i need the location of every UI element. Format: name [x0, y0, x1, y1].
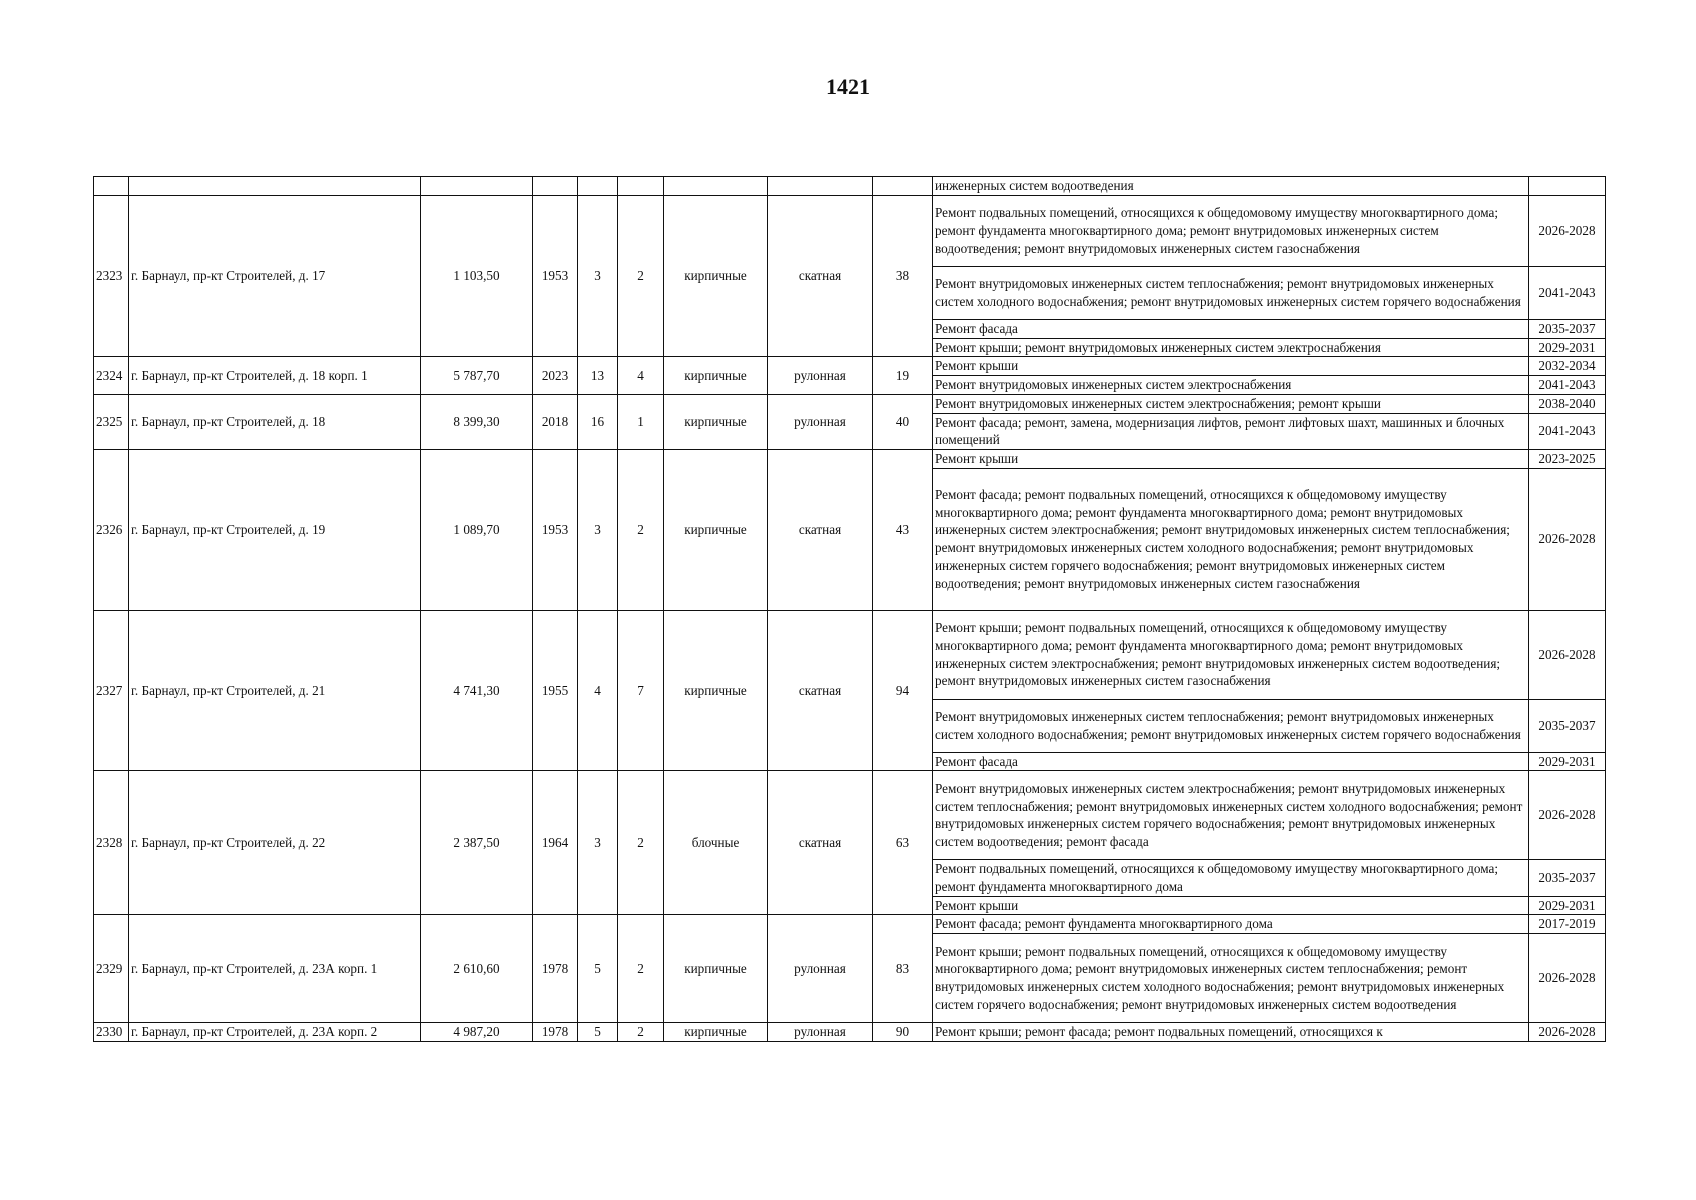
work-period: 2041-2043	[1529, 267, 1606, 320]
work-period: 2032-2034	[1529, 357, 1606, 376]
roof-type: скатная	[768, 610, 873, 771]
house-number: 2329	[94, 915, 129, 1023]
apartment-count: 63	[873, 771, 933, 915]
house-entrances: 7	[618, 610, 664, 771]
house-number: 2328	[94, 771, 129, 915]
table-row	[94, 771, 1606, 860]
page-number: 1421	[826, 74, 870, 99]
wall-material: кирпичные	[664, 357, 768, 394]
work-period: 2026-2028	[1529, 771, 1606, 860]
house-area: 4 741,30	[421, 610, 533, 771]
work-description: Ремонт крыши	[933, 357, 1529, 376]
house-year: 1953	[533, 196, 578, 357]
work-description: Ремонт крыши; ремонт фасада; ремонт подвальных помещений, относящихся к	[933, 1023, 1529, 1042]
house-year: 2023	[533, 357, 578, 394]
house-entrances: 2	[618, 771, 664, 915]
house-entrances: 2	[618, 1023, 664, 1042]
house-area: 2 610,60	[421, 915, 533, 1023]
work-period: 2023-2025	[1529, 449, 1606, 468]
roof-type: скатная	[768, 449, 873, 610]
work-description: Ремонт фасада; ремонт подвальных помещений, относящихся к общедомовому имуществу многоквартирного дома; ремонт фундамента многоквартирного дома; ремонт внутридомовых инженерных систем электроснабжения; ремонт внутридомовых инженерных систем теплоснабжения; ремонт внутридомовых инженерных систем холодного водоснабжения; ремонт внутридомовых инженерных систем горячего водоснабжения; ремонт внутридомовых инженерных систем водоотведения; ремонт внутридомовых инженерных систем газоснабжения	[933, 468, 1529, 610]
house-year: 1955	[533, 610, 578, 771]
roof-type: рулонная	[768, 357, 873, 394]
work-period: 2041-2043	[1529, 413, 1606, 449]
house-floors: 3	[578, 449, 618, 610]
work-period: 2029-2031	[1529, 752, 1606, 771]
table-row	[94, 394, 1606, 413]
work-description: инженерных систем водоотведения	[933, 177, 1529, 196]
apartment-count: 19	[873, 357, 933, 394]
work-description: Ремонт внутридомовых инженерных систем электроснабжения; ремонт крыши	[933, 394, 1529, 413]
work-description: Ремонт крыши; ремонт внутридомовых инженерных систем электроснабжения	[933, 338, 1529, 357]
work-period: 2026-2028	[1529, 468, 1606, 610]
wall-material: кирпичные	[664, 394, 768, 449]
apartment-count: 94	[873, 610, 933, 771]
house-entrances: 2	[618, 915, 664, 1023]
house-address: г. Барнаул, пр-кт Строителей, д. 21	[129, 610, 421, 771]
work-description: Ремонт фасада	[933, 752, 1529, 771]
house-area: 8 399,30	[421, 394, 533, 449]
house-entrances: 4	[618, 357, 664, 394]
apartment-count: 40	[873, 394, 933, 449]
work-period: 2026-2028	[1529, 934, 1606, 1023]
table-row	[94, 915, 1606, 934]
work-period: 2026-2028	[1529, 196, 1606, 267]
work-period: 2026-2028	[1529, 1023, 1606, 1042]
roof-type: рулонная	[768, 915, 873, 1023]
work-period: 2029-2031	[1529, 338, 1606, 357]
work-description: Ремонт крыши	[933, 449, 1529, 468]
house-floors: 16	[578, 394, 618, 449]
work-description: Ремонт подвальных помещений, относящихся к общедомовому имуществу многоквартирного дома; ремонт фундамента многоквартирного дома	[933, 860, 1529, 896]
house-area: 5 787,70	[421, 357, 533, 394]
work-period: 2029-2031	[1529, 896, 1606, 915]
house-year: 1964	[533, 771, 578, 915]
work-description: Ремонт фасада	[933, 320, 1529, 339]
roof-type: скатная	[768, 196, 873, 357]
house-number: 2323	[94, 196, 129, 357]
wall-material: кирпичные	[664, 196, 768, 357]
house-number: 2327	[94, 610, 129, 771]
work-description: Ремонт фасада; ремонт фундамента многоквартирного дома	[933, 915, 1529, 934]
table-row	[94, 196, 1606, 267]
house-year: 2018	[533, 394, 578, 449]
work-description: Ремонт крыши; ремонт подвальных помещений, относящихся к общедомовому имуществу многоквартирного дома; ремонт внутридомовых инженерных систем теплоснабжения; ремонт внутридомовых инженерных систем холодного водоснабжения; ремонт внутридомовых инженерных систем горячего водоснабжения; ремонт внутридомовых инженерных систем водоотведения	[933, 934, 1529, 1023]
work-period: 2035-2037	[1529, 699, 1606, 752]
work-description: Ремонт внутридомовых инженерных систем электроснабжения; ремонт внутридомовых инженерных систем теплоснабжения; ремонт внутридомовых инженерных систем холодного водоснабжения; ремонт внутридомовых инженерных систем горячего водоснабжения; ремонт внутридомовых инженерных систем водоотведения; ремонт фасада	[933, 771, 1529, 860]
house-entrances: 2	[618, 449, 664, 610]
house-floors: 3	[578, 771, 618, 915]
work-description: Ремонт внутридомовых инженерных систем электроснабжения	[933, 376, 1529, 395]
apartment-count: 43	[873, 449, 933, 610]
roof-type: скатная	[768, 771, 873, 915]
house-year: 1978	[533, 915, 578, 1023]
house-floors: 13	[578, 357, 618, 394]
work-description: Ремонт фасада; ремонт, замена, модернизация лифтов, ремонт лифтовых шахт, машинных и блочных помещений	[933, 413, 1529, 449]
house-address: г. Барнаул, пр-кт Строителей, д. 19	[129, 449, 421, 610]
house-floors: 4	[578, 610, 618, 771]
work-description: Ремонт крыши	[933, 896, 1529, 915]
house-address: г. Барнаул, пр-кт Строителей, д. 17	[129, 196, 421, 357]
wall-material: кирпичные	[664, 1023, 768, 1042]
house-area: 4 987,20	[421, 1023, 533, 1042]
apartment-count: 83	[873, 915, 933, 1023]
house-area: 1 103,50	[421, 196, 533, 357]
work-description: Ремонт подвальных помещений, относящихся к общедомовому имуществу многоквартирного дома; ремонт фундамента многоквартирного дома; ремонт внутридомовых инженерных систем водоотведения; ремонт внутридомовых инженерных систем газоснабжения	[933, 196, 1529, 267]
wall-material: блочные	[664, 771, 768, 915]
work-description: Ремонт внутридомовых инженерных систем теплоснабжения; ремонт внутридомовых инженерных систем холодного водоснабжения; ремонт внутридомовых инженерных систем горячего водоснабжения	[933, 699, 1529, 752]
house-address: г. Барнаул, пр-кт Строителей, д. 18 корп. 1	[129, 357, 421, 394]
wall-material: кирпичные	[664, 610, 768, 771]
table-row	[94, 610, 1606, 699]
work-period: 2017-2019	[1529, 915, 1606, 934]
house-floors: 5	[578, 1023, 618, 1042]
work-description: Ремонт крыши; ремонт подвальных помещений, относящихся к общедомовому имуществу многоквартирного дома; ремонт фундамента многоквартирного дома; ремонт внутридомовых инженерных систем электроснабжения; ремонт внутридомовых инженерных систем водоотведения; ремонт внутридомовых инженерных систем газоснабжения	[933, 610, 1529, 699]
house-address: г. Барнаул, пр-кт Строителей, д. 18	[129, 394, 421, 449]
work-period: 2035-2037	[1529, 860, 1606, 896]
registry-body	[94, 177, 1606, 1042]
table-row	[94, 1023, 1606, 1042]
house-entrances: 1	[618, 394, 664, 449]
house-address: г. Барнаул, пр-кт Строителей, д. 22	[129, 771, 421, 915]
apartment-count: 38	[873, 196, 933, 357]
wall-material: кирпичные	[664, 449, 768, 610]
apartment-count: 90	[873, 1023, 933, 1042]
roof-type: рулонная	[768, 394, 873, 449]
table-row	[94, 449, 1606, 468]
wall-material: кирпичные	[664, 915, 768, 1023]
roof-type: рулонная	[768, 1023, 873, 1042]
work-period: 2035-2037	[1529, 320, 1606, 339]
house-address: г. Барнаул, пр-кт Строителей, д. 23А корп. 2	[129, 1023, 421, 1042]
house-address: г. Барнаул, пр-кт Строителей, д. 23А корп. 1	[129, 915, 421, 1023]
continuation-row	[94, 177, 1606, 196]
table-row	[94, 357, 1606, 376]
registry-table	[93, 176, 1606, 1042]
house-entrances: 2	[618, 196, 664, 357]
work-period: 2041-2043	[1529, 376, 1606, 395]
work-period: 2038-2040	[1529, 394, 1606, 413]
house-floors: 5	[578, 915, 618, 1023]
house-year: 1978	[533, 1023, 578, 1042]
work-description: Ремонт внутридомовых инженерных систем теплоснабжения; ремонт внутридомовых инженерных систем холодного водоснабжения; ремонт внутридомовых инженерных систем горячего водоснабжения	[933, 267, 1529, 320]
house-year: 1953	[533, 449, 578, 610]
house-area: 2 387,50	[421, 771, 533, 915]
house-number: 2325	[94, 394, 129, 449]
house-floors: 3	[578, 196, 618, 357]
house-number: 2326	[94, 449, 129, 610]
house-area: 1 089,70	[421, 449, 533, 610]
house-number: 2324	[94, 357, 129, 394]
work-period: 2026-2028	[1529, 610, 1606, 699]
house-number: 2330	[94, 1023, 129, 1042]
